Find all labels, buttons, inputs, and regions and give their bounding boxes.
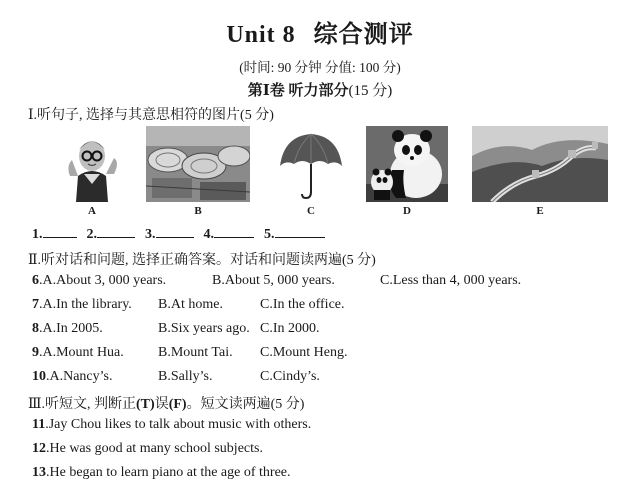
question-number: 6 bbox=[32, 273, 39, 288]
picture-d bbox=[366, 126, 448, 202]
statement-12 bbox=[32, 441, 263, 457]
statement-text: .He began to learn piano at the age of three. bbox=[46, 465, 291, 480]
option-a: .A.Mount Hua. bbox=[39, 345, 124, 360]
page-title bbox=[0, 14, 640, 49]
tree-stumps-photo-icon bbox=[146, 126, 250, 202]
title-unit: Unit 8 bbox=[226, 22, 296, 48]
answer-blank-4[interactable] bbox=[214, 225, 254, 238]
picture-c bbox=[276, 126, 346, 202]
question-number: 7 bbox=[32, 297, 39, 312]
question-7-option-a bbox=[32, 297, 132, 313]
picture-a bbox=[62, 126, 122, 202]
exam-meta: (时间: 90 分钟 分值: 100 分) bbox=[239, 60, 401, 75]
option-a: .A.About 3, 000 years. bbox=[39, 273, 167, 288]
option-a: .A.In 2005. bbox=[39, 321, 103, 336]
part-heading bbox=[0, 79, 640, 100]
answer-blanks bbox=[32, 225, 335, 243]
answer-blank-5[interactable] bbox=[275, 225, 325, 238]
panda-photo-icon bbox=[366, 126, 448, 202]
question-8-option-c: C.In 2000. bbox=[260, 321, 320, 336]
question-8-option-b: B.Six years ago. bbox=[158, 321, 250, 336]
answer-blank-3[interactable] bbox=[156, 225, 194, 238]
statement-number: 12 bbox=[32, 441, 46, 456]
statement-text: .He was good at many school subjects. bbox=[46, 441, 263, 456]
great-wall-photo-icon bbox=[472, 126, 608, 202]
question-number: 8 bbox=[32, 321, 39, 336]
answer-blank-2[interactable] bbox=[97, 225, 135, 238]
section3-heading-mid: 误 bbox=[154, 397, 169, 412]
statement-text: .Jay Chou likes to talk about music with others. bbox=[45, 417, 312, 432]
question-10-option-c: C.Cindy’s. bbox=[260, 369, 320, 384]
question-7-option-b: B.At home. bbox=[158, 297, 223, 312]
picture-e bbox=[472, 126, 608, 202]
blank-label-3: 3. bbox=[145, 227, 156, 242]
question-9-option-a bbox=[32, 345, 124, 361]
statement-number: 11 bbox=[32, 417, 46, 432]
statement-13 bbox=[32, 465, 291, 481]
umbrella-drawing-icon bbox=[276, 126, 346, 202]
question-6-option-c: C.Less than 4, 000 years. bbox=[380, 273, 522, 288]
boy-with-glasses-photo-icon bbox=[62, 126, 122, 202]
picture-label-d: D bbox=[403, 205, 411, 217]
title-chinese: 综合测评 bbox=[313, 22, 414, 48]
section3-heading-post: 。短文读两遍(5 分) bbox=[186, 397, 305, 412]
picture-label-b: B bbox=[194, 205, 202, 217]
picture-label-c: C bbox=[307, 205, 315, 217]
statement-11 bbox=[32, 417, 311, 433]
false-marker: (F) bbox=[168, 397, 187, 412]
question-number: 10 bbox=[32, 369, 46, 384]
question-9-option-c: C.Mount Heng. bbox=[260, 345, 348, 360]
question-8-option-a bbox=[32, 321, 103, 337]
section3-heading bbox=[28, 393, 304, 413]
option-a: .A.Nancy’s. bbox=[46, 369, 113, 384]
question-10-option-a bbox=[32, 369, 113, 385]
section1-heading: Ⅰ.听句子, 选择与其意思相符的图片(5 分) bbox=[28, 108, 274, 123]
picture-b bbox=[146, 126, 250, 202]
question-6-option-b: B.About 5, 000 years. bbox=[212, 273, 335, 288]
question-10-option-b: B.Sally’s. bbox=[158, 369, 213, 384]
question-6-option-a bbox=[32, 273, 166, 289]
blank-label-2: 2. bbox=[86, 227, 97, 242]
true-marker: (T) bbox=[136, 397, 155, 412]
answer-blank-1[interactable] bbox=[43, 225, 77, 238]
picture-label-a: A bbox=[88, 205, 96, 217]
question-number: 9 bbox=[32, 345, 39, 360]
section3-heading-pre: Ⅲ.听短文, 判断正 bbox=[28, 397, 137, 412]
statement-number: 13 bbox=[32, 465, 46, 480]
part-title: 第Ⅰ卷 听力部分 bbox=[247, 83, 349, 99]
question-9-option-b: B.Mount Tai. bbox=[158, 345, 233, 360]
question-7-option-c: C.In the office. bbox=[260, 297, 345, 312]
part-score: (15 分) bbox=[348, 83, 393, 99]
option-a: .A.In the library. bbox=[39, 297, 132, 312]
section2-heading: Ⅱ.听对话和问题, 选择正确答案。对话和问题读两遍(5 分) bbox=[28, 253, 376, 268]
blank-label-4: 4. bbox=[203, 227, 214, 242]
blank-label-1: 1. bbox=[32, 227, 43, 242]
blank-label-5: 5. bbox=[264, 227, 275, 242]
picture-label-e: E bbox=[536, 205, 544, 217]
